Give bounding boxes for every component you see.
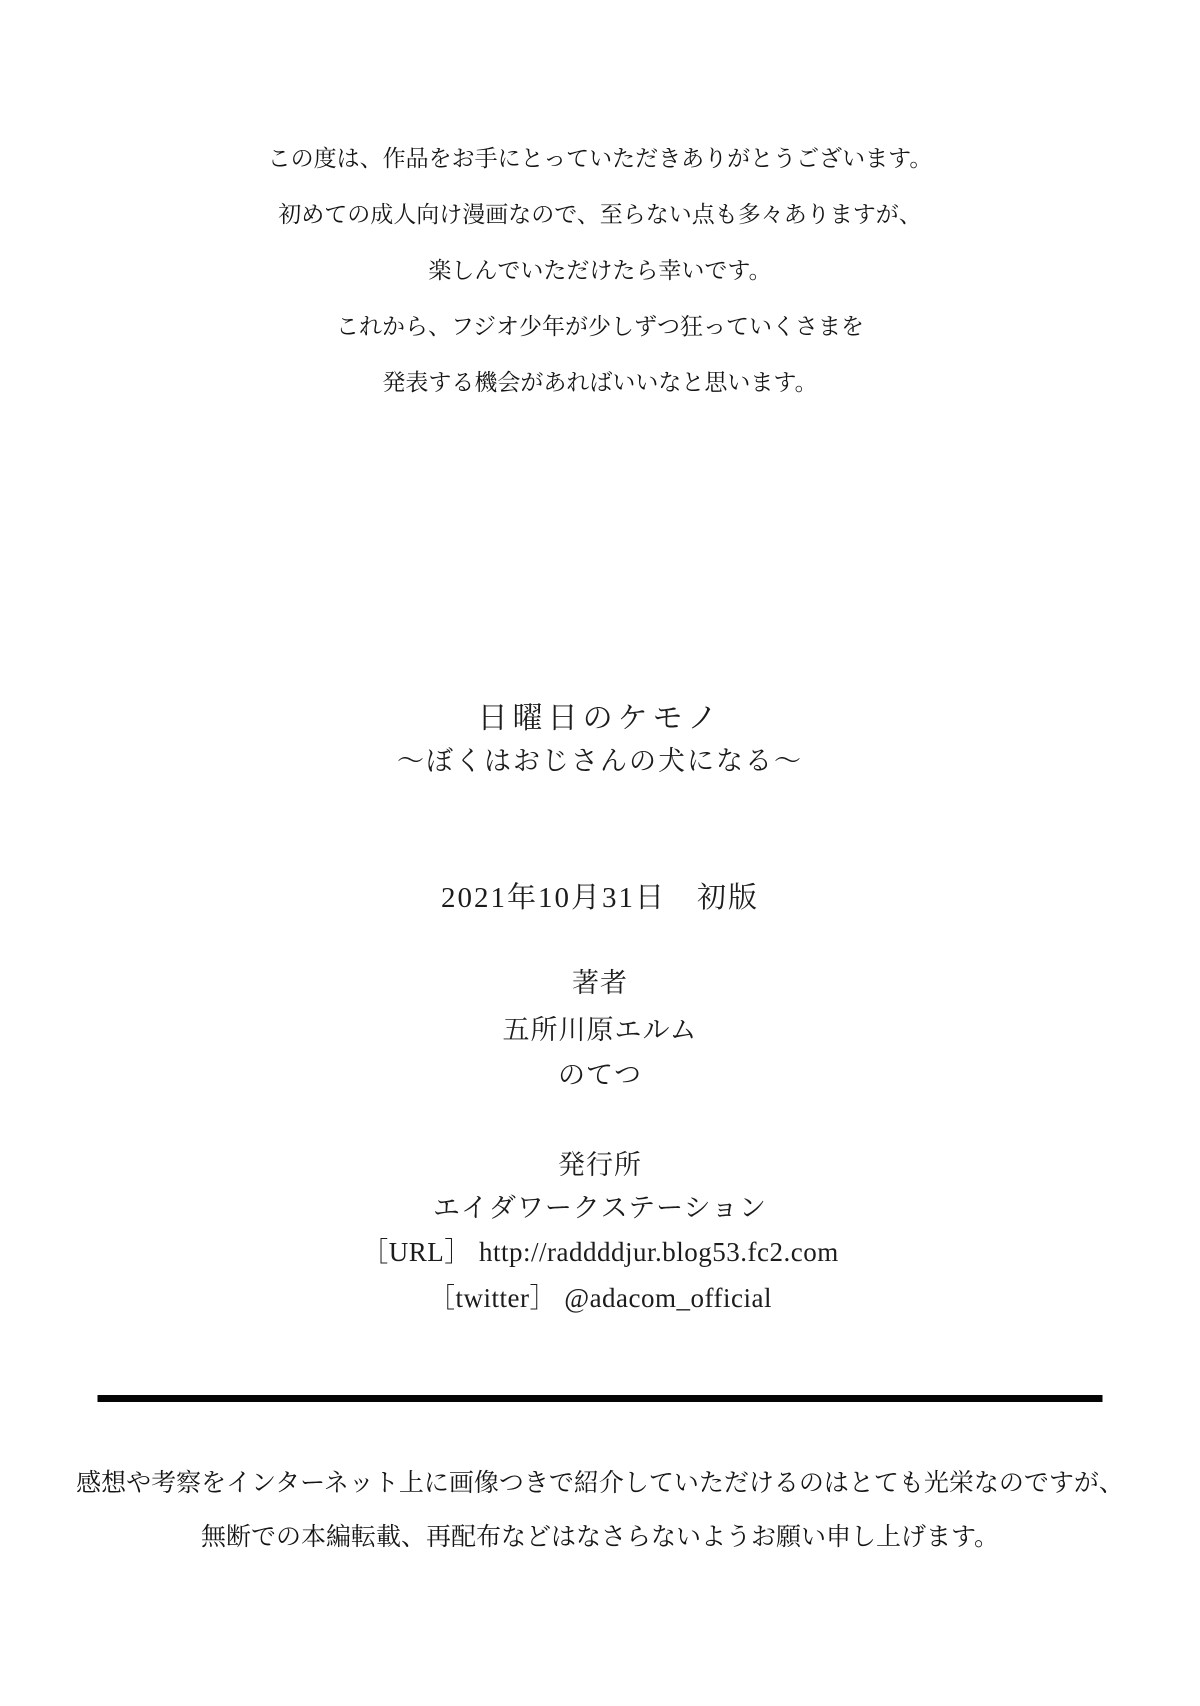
publisher-heading: 発行所	[558, 1150, 642, 1180]
afterword-line-2: 初めての成人向け漫画なので、至らない点も多々ありますが、	[278, 201, 922, 227]
afterword-line-5: 発表する機会があればいいなと思います。	[382, 369, 818, 395]
book-title: 日曜日のケモノ	[477, 702, 723, 735]
notice-line-2: 無断での本編転載、再配布などはなさらないようお願い申し上げます。	[200, 1523, 999, 1551]
notice-line-1: 感想や考察をインターネット上に画像つきで紹介していただけるのはとても光栄なのですが、	[76, 1469, 1124, 1497]
edition-date: 2021年10月31日 初版	[440, 882, 759, 914]
afterword-line-4: これから、フジオ少年が少しずつ狂っていくさまを	[335, 313, 865, 339]
afterword-line-3: 楽しんでいただけたら幸いです。	[428, 257, 772, 283]
author-heading: 著者	[572, 968, 628, 998]
publisher-twitter: ［twitter］ @adacom_official	[427, 1283, 772, 1313]
author-name-1: 五所川原エルム	[502, 1015, 698, 1045]
book-subtitle: ～ぼくはおじさんの犬になる～	[397, 746, 803, 776]
publisher-name: エイダワークステーション	[432, 1193, 768, 1223]
publisher-url: ［URL］ http://raddddjur.blog53.fc2.com	[361, 1237, 839, 1267]
afterword-message	[0, 130, 1200, 410]
divider-rule	[98, 1395, 1103, 1402]
reproduction-notice	[0, 1456, 1200, 1564]
author-name-2: のてつ	[558, 1060, 642, 1090]
afterword-line-1: この度は、作品をお手にとっていただきありがとうございます。	[267, 145, 933, 171]
